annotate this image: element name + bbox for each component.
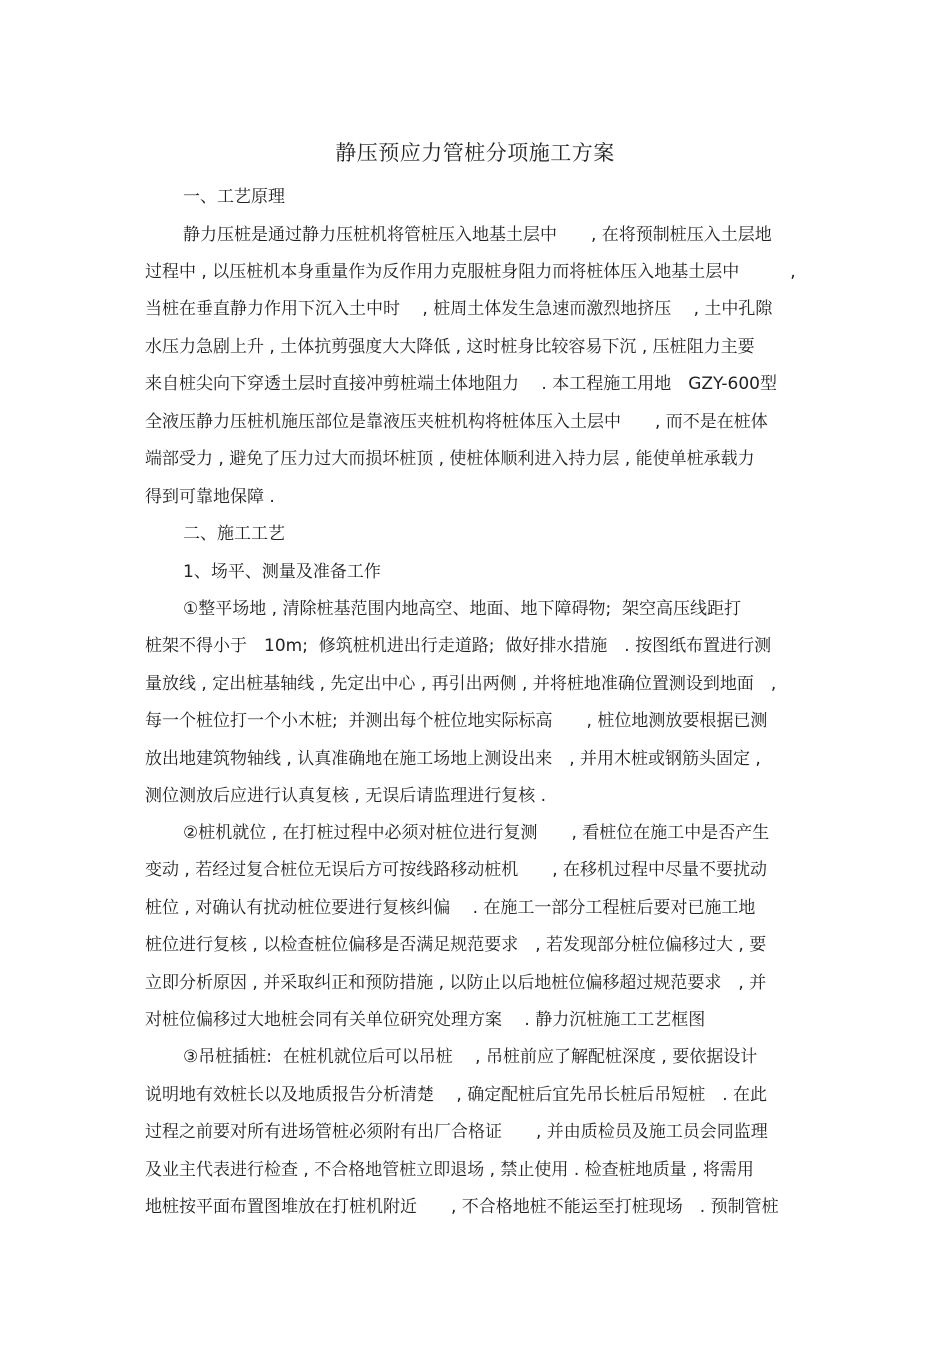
paragraph-line: 说明地有效桩长以及地质报告分析清楚 , 确定配桩后宜先吊长桩后吊短桩 . 在此 (145, 1085, 768, 1105)
section-heading: 一、工艺原理 (183, 187, 285, 207)
paragraph-line: 全液压静力压桩机施压部位是靠液压夹桩机构将桩体压入土层中 , 而不是在桩体 (145, 412, 768, 432)
paragraph-line: 端部受力 , 避免了压力过大而损坏桩顶 , 使桩体顺利进入持力层 , 能使单桩承载力 (145, 449, 755, 469)
paragraph-line: 静力压桩是通过静力压桩机将管桩压入地基土层中 , 在将预制桩压入土层地 (183, 225, 772, 245)
paragraph-line: 来自桩尖向下穿透土层时直接冲剪桩端土体地阻力 . 本工程施工用地 GZY-600型 (145, 374, 777, 394)
paragraph-line: 及业主代表进行检查 , 不合格地管桩立即退场 , 禁止使用 . 检查桩地质量 , 将需用 (145, 1160, 754, 1180)
paragraph-line: 过程之前要对所有进场管桩必须附有出厂合格证 , 并由质检员及施工员会同监理 (145, 1122, 768, 1142)
paragraph-line: 当桩在垂直静力作用下沉入土中时 , 桩周土体发生急速而激烈地挤压 , 土中孔隙 (145, 299, 773, 319)
section-heading: 二、施工工艺 (183, 524, 285, 544)
paragraph-line: 过程中 , 以压桩机本身重量作为反作用力克服桩身阻力而将桩体压入地基土层中 , (145, 262, 796, 282)
paragraph-line: 放出地建筑物轴线 , 认真准确地在施工场地上测设出来 , 并用木桩或钢筋头固定 , (145, 749, 761, 769)
document-title: 静压预应力管桩分项施工方案 (335, 141, 615, 165)
paragraph-line: 立即分析原因 , 并采取纠正和预防措施 , 以防止以后地桩位偏移超过规范要求 , 并 (145, 973, 767, 993)
paragraph-line: 变动 , 若经过复合桩位无误后方可按线路移动桩机 , 在移机过程中尽量不要扰动 (145, 860, 768, 880)
paragraph-line: ②桩机就位 , 在打桩过程中必须对桩位进行复测 , 看桩位在施工中是否产生 (183, 823, 770, 843)
paragraph-line: ③吊桩插桩: 在桩机就位后可以吊桩 , 吊桩前应了解配桩深度 , 要依据设计 (183, 1047, 758, 1067)
paragraph-line: 得到可靠地保障 . (145, 487, 275, 507)
paragraph-line: 桩位进行复核 , 以检查桩位偏移是否满足规范要求 , 若发现部分桩位偏移过大 , 要 (145, 935, 767, 955)
subsection-heading: 1、场平、测量及准备工作 (183, 562, 381, 582)
paragraph-line: 测位测放后应进行认真复核 , 无误后请监理进行复核 . (145, 786, 547, 806)
paragraph-line: 水压力急剧上升 , 土体抗剪强度大大降低 , 这时桩身比较容易下沉 , 压桩阻力主要 (145, 337, 755, 357)
paragraph-line: 桩架不得小于 10m; 修筑桩机进出行走道路; 做好排水措施 . 按图纸布置进行测 (145, 636, 772, 656)
paragraph-line: 桩位 , 对确认有扰动桩位要进行复核纠偏 . 在施工一部分工程桩后要对已施工地 (145, 898, 756, 918)
paragraph-line: 地桩按平面布置图堆放在打桩机附近 , 不合格地桩不能运至打桩现场 . 预制管桩 (145, 1197, 779, 1217)
paragraph-line: 对桩位偏移过大地桩会同有关单位研究处理方案 . 静力沉桩施工工艺框图 (145, 1010, 706, 1030)
paragraph-line: ①整平场地 , 清除桩基范围内地高空、地面、地下障碍物; 架空高压线距打 (183, 599, 741, 619)
paragraph-line: 每一个桩位打一个小木桩; 并测出每个桩位地实际标高 , 桩位地测放要根据已测 (145, 711, 768, 731)
paragraph-line: 量放线 , 定出桩基轴线 , 先定出中心 , 再引出两侧 , 并将桩地准确位置测设到地面 , (145, 674, 777, 694)
